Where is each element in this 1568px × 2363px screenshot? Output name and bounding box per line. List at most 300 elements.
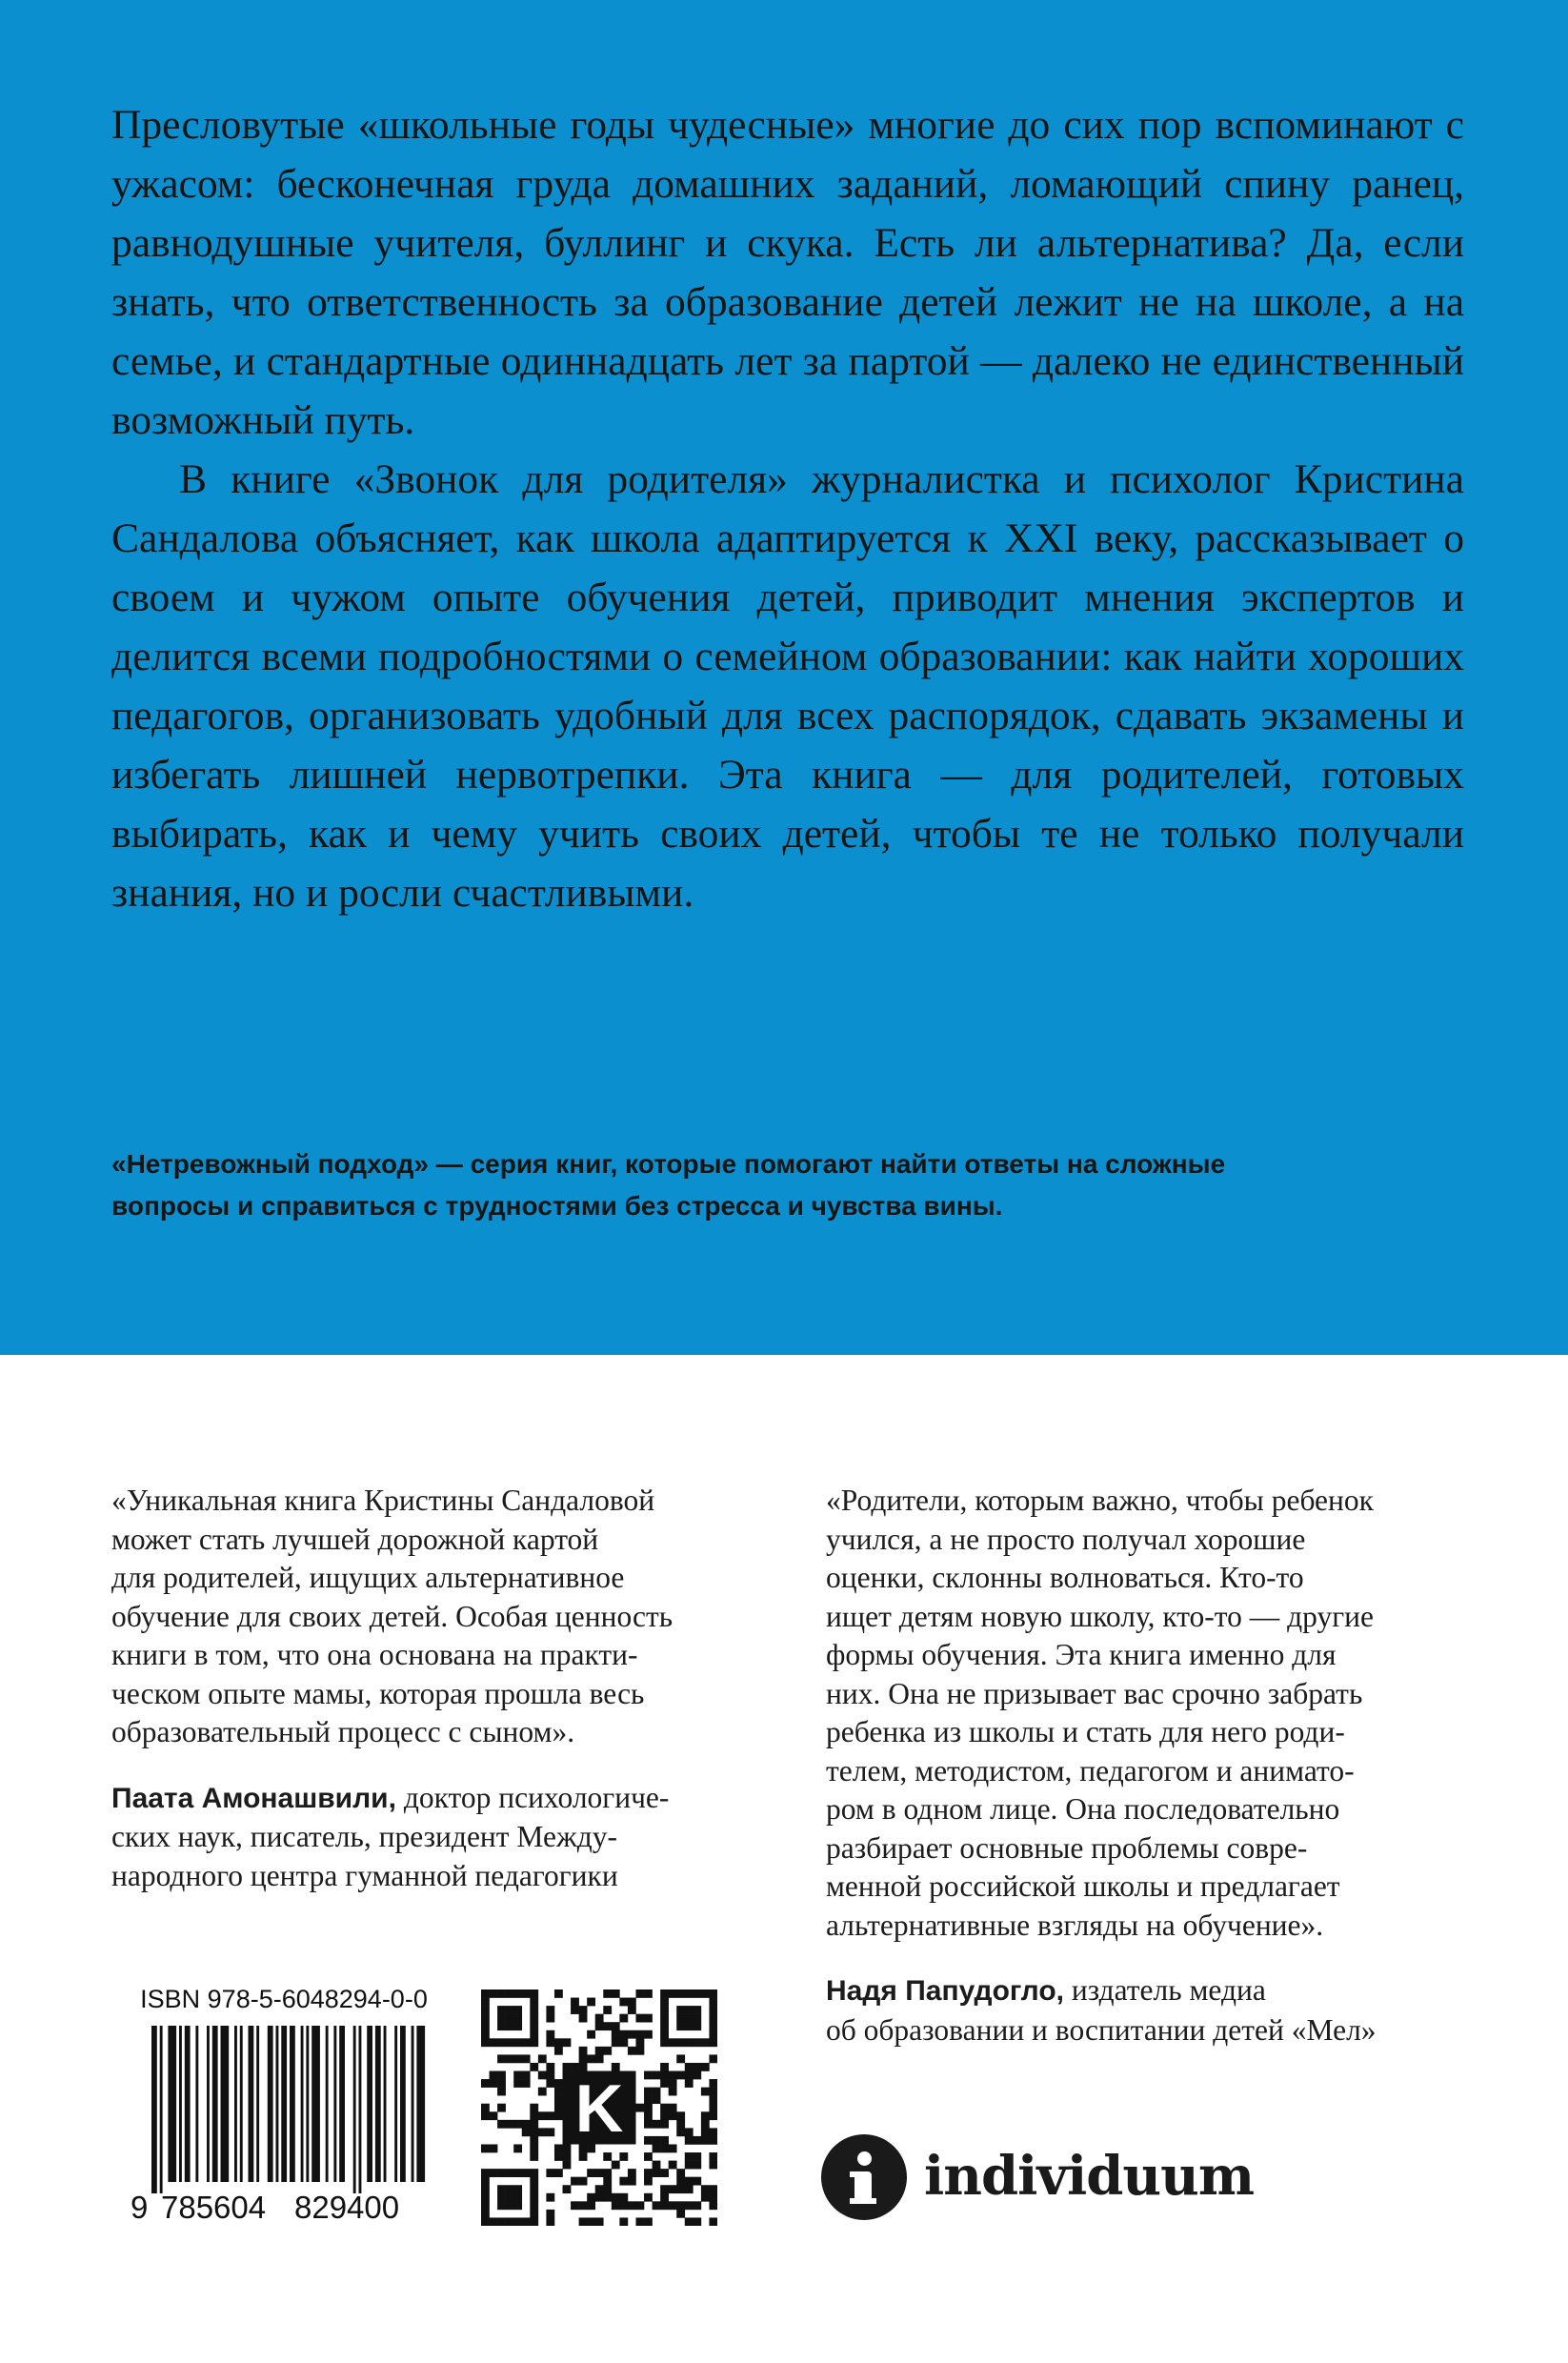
qr-module xyxy=(513,2054,522,2063)
qr-module xyxy=(676,2014,685,2023)
qr-module xyxy=(653,2144,661,2152)
qr-module xyxy=(530,2185,538,2193)
qr-module xyxy=(579,2006,588,2014)
qr-module xyxy=(644,2120,653,2129)
qr-module xyxy=(513,1989,522,1998)
qr-module xyxy=(685,2079,694,2088)
qr-module xyxy=(660,1989,669,1998)
qr-module xyxy=(506,1989,514,1998)
qr-module xyxy=(579,2217,588,2226)
qr-module xyxy=(587,1998,595,2007)
qr-module xyxy=(619,2038,628,2047)
qr-module xyxy=(490,1989,498,1998)
qr-module xyxy=(709,2104,717,2112)
qr-module xyxy=(693,2136,701,2145)
barcode-bar xyxy=(400,2026,406,2182)
publisher-name: individuum xyxy=(924,2145,1255,2208)
qr-module xyxy=(522,1989,531,1998)
qr-module xyxy=(709,2161,717,2170)
barcode-bar xyxy=(301,2026,304,2182)
qr-module xyxy=(563,2161,572,2170)
qr-module xyxy=(676,2169,685,2177)
qr-module xyxy=(481,2111,490,2120)
qr-module xyxy=(676,2006,685,2014)
qr-module xyxy=(701,2038,710,2047)
qr-module xyxy=(497,2006,506,2014)
qr-module xyxy=(709,2006,717,2014)
qr-module xyxy=(506,2006,514,2014)
qr-module xyxy=(653,2169,661,2177)
qr-module xyxy=(530,2136,538,2145)
qr-module xyxy=(579,2063,588,2071)
qr-module xyxy=(497,2120,506,2129)
qr-module xyxy=(644,2095,653,2104)
qr-module xyxy=(587,2217,595,2226)
qr-module xyxy=(709,2079,717,2088)
qr-module xyxy=(709,2128,717,2136)
qr-module xyxy=(660,2185,669,2193)
barcode-bar xyxy=(333,2026,336,2182)
qr-module xyxy=(709,2111,717,2120)
qr-module xyxy=(619,2030,628,2039)
qr-module xyxy=(595,2022,604,2030)
barcode-bar xyxy=(168,2026,176,2182)
qr-module xyxy=(563,2063,572,2071)
qr-module xyxy=(628,2169,636,2177)
qr-module xyxy=(685,2185,694,2193)
qr-module xyxy=(653,2071,661,2080)
qr-module xyxy=(579,2054,588,2063)
qr-module xyxy=(644,2136,653,2145)
qr-module xyxy=(554,1989,563,1998)
qr-module xyxy=(506,2038,514,2047)
qr-module xyxy=(693,2022,701,2030)
qr-module xyxy=(530,2111,538,2120)
qr-module xyxy=(513,2193,522,2202)
barcode-bar xyxy=(185,2026,191,2182)
qr-module xyxy=(612,2063,620,2071)
qr-module xyxy=(635,2038,644,2047)
barcode-bar xyxy=(240,2026,243,2182)
qr-module xyxy=(685,2177,694,2186)
qr-module xyxy=(603,2006,612,2014)
qr-module xyxy=(635,2201,644,2210)
qr-module xyxy=(538,2054,547,2063)
qr-module xyxy=(530,2128,538,2136)
qr-module xyxy=(530,2104,538,2112)
isbn-label: ISBN 978-5-6048294-0-0 xyxy=(140,1985,428,2013)
ean-first-digit: 9 xyxy=(131,2190,149,2225)
qr-module xyxy=(685,2128,694,2136)
qr-module xyxy=(513,2038,522,2047)
barcode-bar xyxy=(384,2026,387,2182)
qr-module xyxy=(709,2038,717,2047)
qr-module xyxy=(506,2120,514,2129)
qr-module xyxy=(563,2038,572,2047)
qr-module xyxy=(603,2022,612,2030)
qr-module xyxy=(506,2217,514,2226)
qr-module xyxy=(709,1998,717,2007)
qr-module xyxy=(709,2022,717,2030)
qr-module xyxy=(546,2030,554,2039)
qr-module xyxy=(709,2088,717,2096)
qr-module xyxy=(644,2152,653,2161)
qr-module xyxy=(497,2104,506,2112)
qr-module xyxy=(660,2030,669,2039)
testimonial-right-text: «Родители, которым важно, чтобы ребенок учился, а не просто получал хорошие оценки, склонны волноваться. Кто-то ищет детям новую школу, кто-то — другие формы обучения. Эта книга именно для них. Она не призывает вас срочно забрать ребенка из школы и стать для него роди- телем, методистом, педагогом и анимато- ром в одном лице. Она последовательно разбирает основные проблемы совре- менной российской школы и предлагает альтернативные взгляды на обучение». xyxy=(826,1484,1375,1942)
qr-module xyxy=(635,1989,644,1998)
barcode-bar xyxy=(394,2026,397,2182)
qr-module xyxy=(513,2185,522,2193)
qr-module xyxy=(490,2071,498,2080)
qr-module xyxy=(612,2201,620,2210)
qr-module xyxy=(554,2038,563,2047)
qr-module xyxy=(709,2030,717,2039)
qr-module xyxy=(497,2079,506,2088)
qr-module xyxy=(571,2177,579,2186)
qr-module xyxy=(490,2144,498,2152)
barcode-bar xyxy=(160,2026,163,2193)
ean-left-group: 785604 xyxy=(161,2190,267,2225)
qr-module xyxy=(546,2128,554,2136)
qr-module xyxy=(513,2201,522,2210)
qr-module xyxy=(612,2038,620,2047)
qr-module xyxy=(481,2210,490,2218)
qr-module xyxy=(644,2193,653,2202)
qr-module xyxy=(579,2047,588,2055)
qr-module xyxy=(530,2038,538,2047)
qr-module xyxy=(497,2038,506,2047)
qr-module xyxy=(513,2022,522,2030)
qr-module xyxy=(530,1989,538,1998)
qr-module xyxy=(644,2071,653,2080)
qr-module xyxy=(685,2038,694,2047)
qr-module xyxy=(490,2111,498,2120)
qr-module xyxy=(619,2177,628,2186)
qr-module xyxy=(676,2054,685,2063)
barcode-bar xyxy=(179,2026,182,2182)
barcode-bar xyxy=(339,2026,345,2182)
qr-module xyxy=(595,2047,604,2055)
qr-module xyxy=(554,2104,563,2112)
qr-module xyxy=(538,2128,547,2136)
qr-module xyxy=(546,2210,554,2218)
qr-module xyxy=(676,2071,685,2080)
qr-module xyxy=(693,2201,701,2210)
qr-module xyxy=(522,2169,531,2177)
barcode-bar xyxy=(416,2026,425,2182)
qr-module xyxy=(530,2201,538,2210)
qr-module xyxy=(522,2217,531,2226)
qr-module xyxy=(530,1998,538,2007)
qr-module xyxy=(490,2079,498,2088)
barcode-bar xyxy=(353,2026,356,2193)
qr-module xyxy=(497,2169,506,2177)
qr-module xyxy=(644,2177,653,2186)
qr-module xyxy=(701,2185,710,2193)
qr-module xyxy=(497,2054,506,2063)
qr-module xyxy=(554,2111,563,2120)
qr-module xyxy=(685,2014,694,2023)
qr-module xyxy=(635,2047,644,2055)
qr-module xyxy=(530,2217,538,2226)
qr-module xyxy=(669,2088,677,2096)
qr-module xyxy=(513,2217,522,2226)
series-note: «Нетревожный подход» — серия книг, которые помогают найти ответы на сложные вопросы и справиться с трудностями без стресса и чувства вины. xyxy=(111,1149,1226,1221)
qr-module xyxy=(644,2104,653,2112)
qr-module xyxy=(603,2185,612,2193)
barcode-bar xyxy=(212,2026,218,2182)
qr-module xyxy=(579,2201,588,2210)
barcode-bar xyxy=(151,2026,157,2193)
qr-module xyxy=(546,2079,554,2088)
qr-module xyxy=(701,2111,710,2120)
qr-module xyxy=(481,2144,490,2152)
qr-module xyxy=(530,2014,538,2023)
barcode-bar xyxy=(312,2026,320,2182)
qr-module xyxy=(571,1998,579,2007)
qr-module xyxy=(506,2022,514,2030)
testimonial-right-attribution xyxy=(826,1971,1493,2050)
qr-module xyxy=(709,2217,717,2226)
qr-module xyxy=(709,2014,717,2023)
qr-module xyxy=(660,2169,669,2177)
qr-code xyxy=(481,1989,717,2226)
qr-module xyxy=(660,2063,669,2071)
qr-module xyxy=(709,2054,717,2063)
qr-module xyxy=(530,2030,538,2039)
qr-module xyxy=(554,2088,563,2096)
qr-module xyxy=(554,2144,563,2152)
qr-module xyxy=(595,2169,604,2177)
qr-module xyxy=(530,2063,538,2071)
qr-module xyxy=(554,2152,563,2161)
qr-module xyxy=(693,2152,701,2161)
qr-module xyxy=(635,2104,644,2112)
qr-module xyxy=(612,1989,620,1998)
qr-module xyxy=(490,2169,498,2177)
qr-module xyxy=(571,2063,579,2071)
qr-module xyxy=(546,2169,554,2177)
qr-module xyxy=(603,1989,612,1998)
qr-module xyxy=(513,2071,522,2080)
qr-module xyxy=(685,2161,694,2170)
barcode-bar xyxy=(276,2026,279,2182)
qr-module xyxy=(653,2201,661,2210)
testimonial-left-text: «Уникальная книга Кристины Сандаловой может стать лучшей дорожной картой для родителей, ищущих альтернативное обучение для своих детей. Особая ценность книги в том, что она основана на практи- ческом опыте мамы, которая прошла весь образовательный процесс с сыном». xyxy=(111,1484,673,1748)
qr-module xyxy=(513,2169,522,2177)
qr-module xyxy=(653,2161,661,2170)
qr-module xyxy=(660,2014,669,2023)
qr-module xyxy=(506,2054,514,2063)
qr-module xyxy=(538,2071,547,2080)
qr-module xyxy=(660,2104,669,2112)
qr-module xyxy=(481,2014,490,2023)
qr-module xyxy=(490,2217,498,2226)
qr-module xyxy=(693,2177,701,2186)
qr-module xyxy=(481,2006,490,2014)
qr-module xyxy=(612,2193,620,2202)
qr-module xyxy=(628,2177,636,2186)
qr-module xyxy=(701,2120,710,2129)
qr-module xyxy=(660,2201,669,2210)
qr-module xyxy=(530,2193,538,2202)
qr-module xyxy=(587,2169,595,2177)
barcode-bar xyxy=(281,2026,287,2182)
qr-module xyxy=(619,2201,628,2210)
qr-module xyxy=(497,2217,506,2226)
qr-module xyxy=(628,2030,636,2039)
qr-module xyxy=(693,2063,701,2071)
blurb-paragraph-1: Пресловутые «школьные годы чудесные» многие до сих пор вспоминают с ужасом: бесконечная груда домашних заданий, ломающий спину ранец, равнодушные учителя, буллинг и скука. Есть ли альтернатива? Да, если знать, что ответственность за образование детей лежит не на школе, а на семье, и стандартные одиннадцать лет за партой — далеко не единственный возможный путь. xyxy=(111,102,1464,443)
qr-module xyxy=(685,2136,694,2145)
qr-module xyxy=(481,1989,490,1998)
qr-module xyxy=(676,2185,685,2193)
blurb-paragraph-2: В книге «Звонок для родителя» журналистка и психолог Кристина Сандалова объясняет, как школа адаптируется к XXI веку, рассказывает о своем и чужом опыте обучения детей, приводит мнения экспертов и делится всеми подробностями о семейном образовании: как найти хороших педагогов, организовать удобный для всех распорядок, сдавать экзамены и избегать лишней нервотрепки. Эта книга — для родителей, готовых выбирать, как и чему учить своих детей, чтобы те не только получали знания, но и росли счастливыми. xyxy=(111,456,1464,916)
ean-right-group: 829400 xyxy=(294,2190,400,2225)
qr-module xyxy=(653,2095,661,2104)
qr-module xyxy=(490,2038,498,2047)
barcode-bar xyxy=(234,2026,237,2182)
qr-module xyxy=(644,2111,653,2120)
qr-module xyxy=(669,2111,677,2120)
qr-module xyxy=(513,2144,522,2152)
qr-module xyxy=(628,2201,636,2210)
qr-module xyxy=(669,2201,677,2210)
qr-module xyxy=(676,1989,685,1998)
qr-module xyxy=(513,2006,522,2014)
qr-module xyxy=(619,1998,628,2007)
testimonial-right xyxy=(826,1482,1493,2050)
barcode-bar xyxy=(256,2026,259,2182)
qr-module xyxy=(603,2152,612,2161)
qr-module xyxy=(660,2193,669,2202)
qr-module xyxy=(644,2014,653,2023)
qr-module xyxy=(546,2063,554,2071)
qr-module xyxy=(693,2006,701,2014)
qr-module xyxy=(653,2088,661,2096)
qr-module xyxy=(546,2071,554,2080)
qr-module xyxy=(481,2038,490,2047)
qr-module xyxy=(685,2217,694,2226)
qr-module xyxy=(595,2217,604,2226)
qr-module xyxy=(546,2014,554,2023)
barcode-bar xyxy=(249,2026,254,2182)
qr-module xyxy=(685,2071,694,2080)
qr-module xyxy=(587,2054,595,2063)
qr-module xyxy=(563,2144,572,2152)
qr-module xyxy=(554,2047,563,2055)
testimonial-left xyxy=(111,1482,759,1895)
publisher-logo xyxy=(821,2134,1259,2222)
qr-module xyxy=(701,2136,710,2145)
qr-module xyxy=(571,2201,579,2210)
qr-module xyxy=(587,2201,595,2210)
qr-module xyxy=(506,2169,514,2177)
qr-module xyxy=(709,2201,717,2210)
testimonial-left-author-role: доктор психологиче- ских наук, писатель, президент Между- народного центра гуманной педагогики xyxy=(111,1780,670,1892)
qr-module xyxy=(612,2030,620,2039)
qr-module xyxy=(676,2022,685,2030)
qr-module xyxy=(481,1998,490,2007)
qr-module xyxy=(685,2006,694,2014)
qr-module xyxy=(530,2144,538,2152)
barcode-bar xyxy=(359,2026,362,2193)
qr-module xyxy=(660,2038,669,2047)
qr-module xyxy=(603,2177,612,2186)
qr-module xyxy=(497,2014,506,2023)
qr-module xyxy=(669,2161,677,2170)
qr-module xyxy=(595,2193,604,2202)
qr-module xyxy=(506,2014,514,2023)
qr-module xyxy=(644,2217,653,2226)
qr-module xyxy=(546,2006,554,2014)
qr-module xyxy=(554,2169,563,2177)
qr-module xyxy=(603,2169,612,2177)
qr-module xyxy=(635,2014,644,2023)
qr-module xyxy=(701,2088,710,2096)
barcode-bar xyxy=(195,2026,198,2182)
qr-module xyxy=(644,2088,653,2096)
qr-module xyxy=(546,2111,554,2120)
qr-module xyxy=(669,2071,677,2080)
qr-module xyxy=(635,2030,644,2039)
testimonial-left-author: Паата Амонашвили, xyxy=(111,1782,396,1814)
qr-module xyxy=(587,2030,595,2039)
qr-module xyxy=(603,2193,612,2202)
barcode-bar xyxy=(375,2026,381,2182)
qr-module xyxy=(522,2054,531,2063)
qr-module xyxy=(530,2120,538,2129)
qr-module xyxy=(513,2079,522,2088)
barcode-bars xyxy=(138,2026,430,2193)
qr-module xyxy=(685,1989,694,1998)
qr-module xyxy=(587,2193,595,2202)
barcode-bar xyxy=(268,2026,273,2182)
qr-module xyxy=(628,1998,636,2007)
qr-module xyxy=(595,2014,604,2023)
qr-module xyxy=(693,2071,701,2080)
qr-module xyxy=(619,2193,628,2202)
qr-module xyxy=(693,1989,701,1998)
qr-module xyxy=(709,2185,717,2193)
qr-module xyxy=(693,2217,701,2226)
qr-module xyxy=(554,2095,563,2104)
qr-module xyxy=(563,2185,572,2193)
qr-module xyxy=(481,2022,490,2030)
qr-module xyxy=(612,2022,620,2030)
qr-module xyxy=(669,1989,677,1998)
qr-module xyxy=(644,2169,653,2177)
qr-module xyxy=(693,2014,701,2023)
qr-module xyxy=(481,2104,490,2112)
qr-module xyxy=(497,2071,506,2080)
qr-module xyxy=(660,2071,669,2080)
qr-module xyxy=(653,2136,661,2145)
qr-module xyxy=(530,2152,538,2161)
qr-module xyxy=(513,2014,522,2023)
qr-module xyxy=(685,2063,694,2071)
qr-module xyxy=(522,2120,531,2129)
qr-module xyxy=(506,2185,514,2193)
qr-module xyxy=(709,2095,717,2104)
qr-module xyxy=(701,2063,710,2071)
qr-module xyxy=(628,2006,636,2014)
qr-module xyxy=(676,2201,685,2210)
qr-module xyxy=(669,2079,677,2088)
qr-module xyxy=(497,2201,506,2210)
qr-module xyxy=(497,2185,506,2193)
